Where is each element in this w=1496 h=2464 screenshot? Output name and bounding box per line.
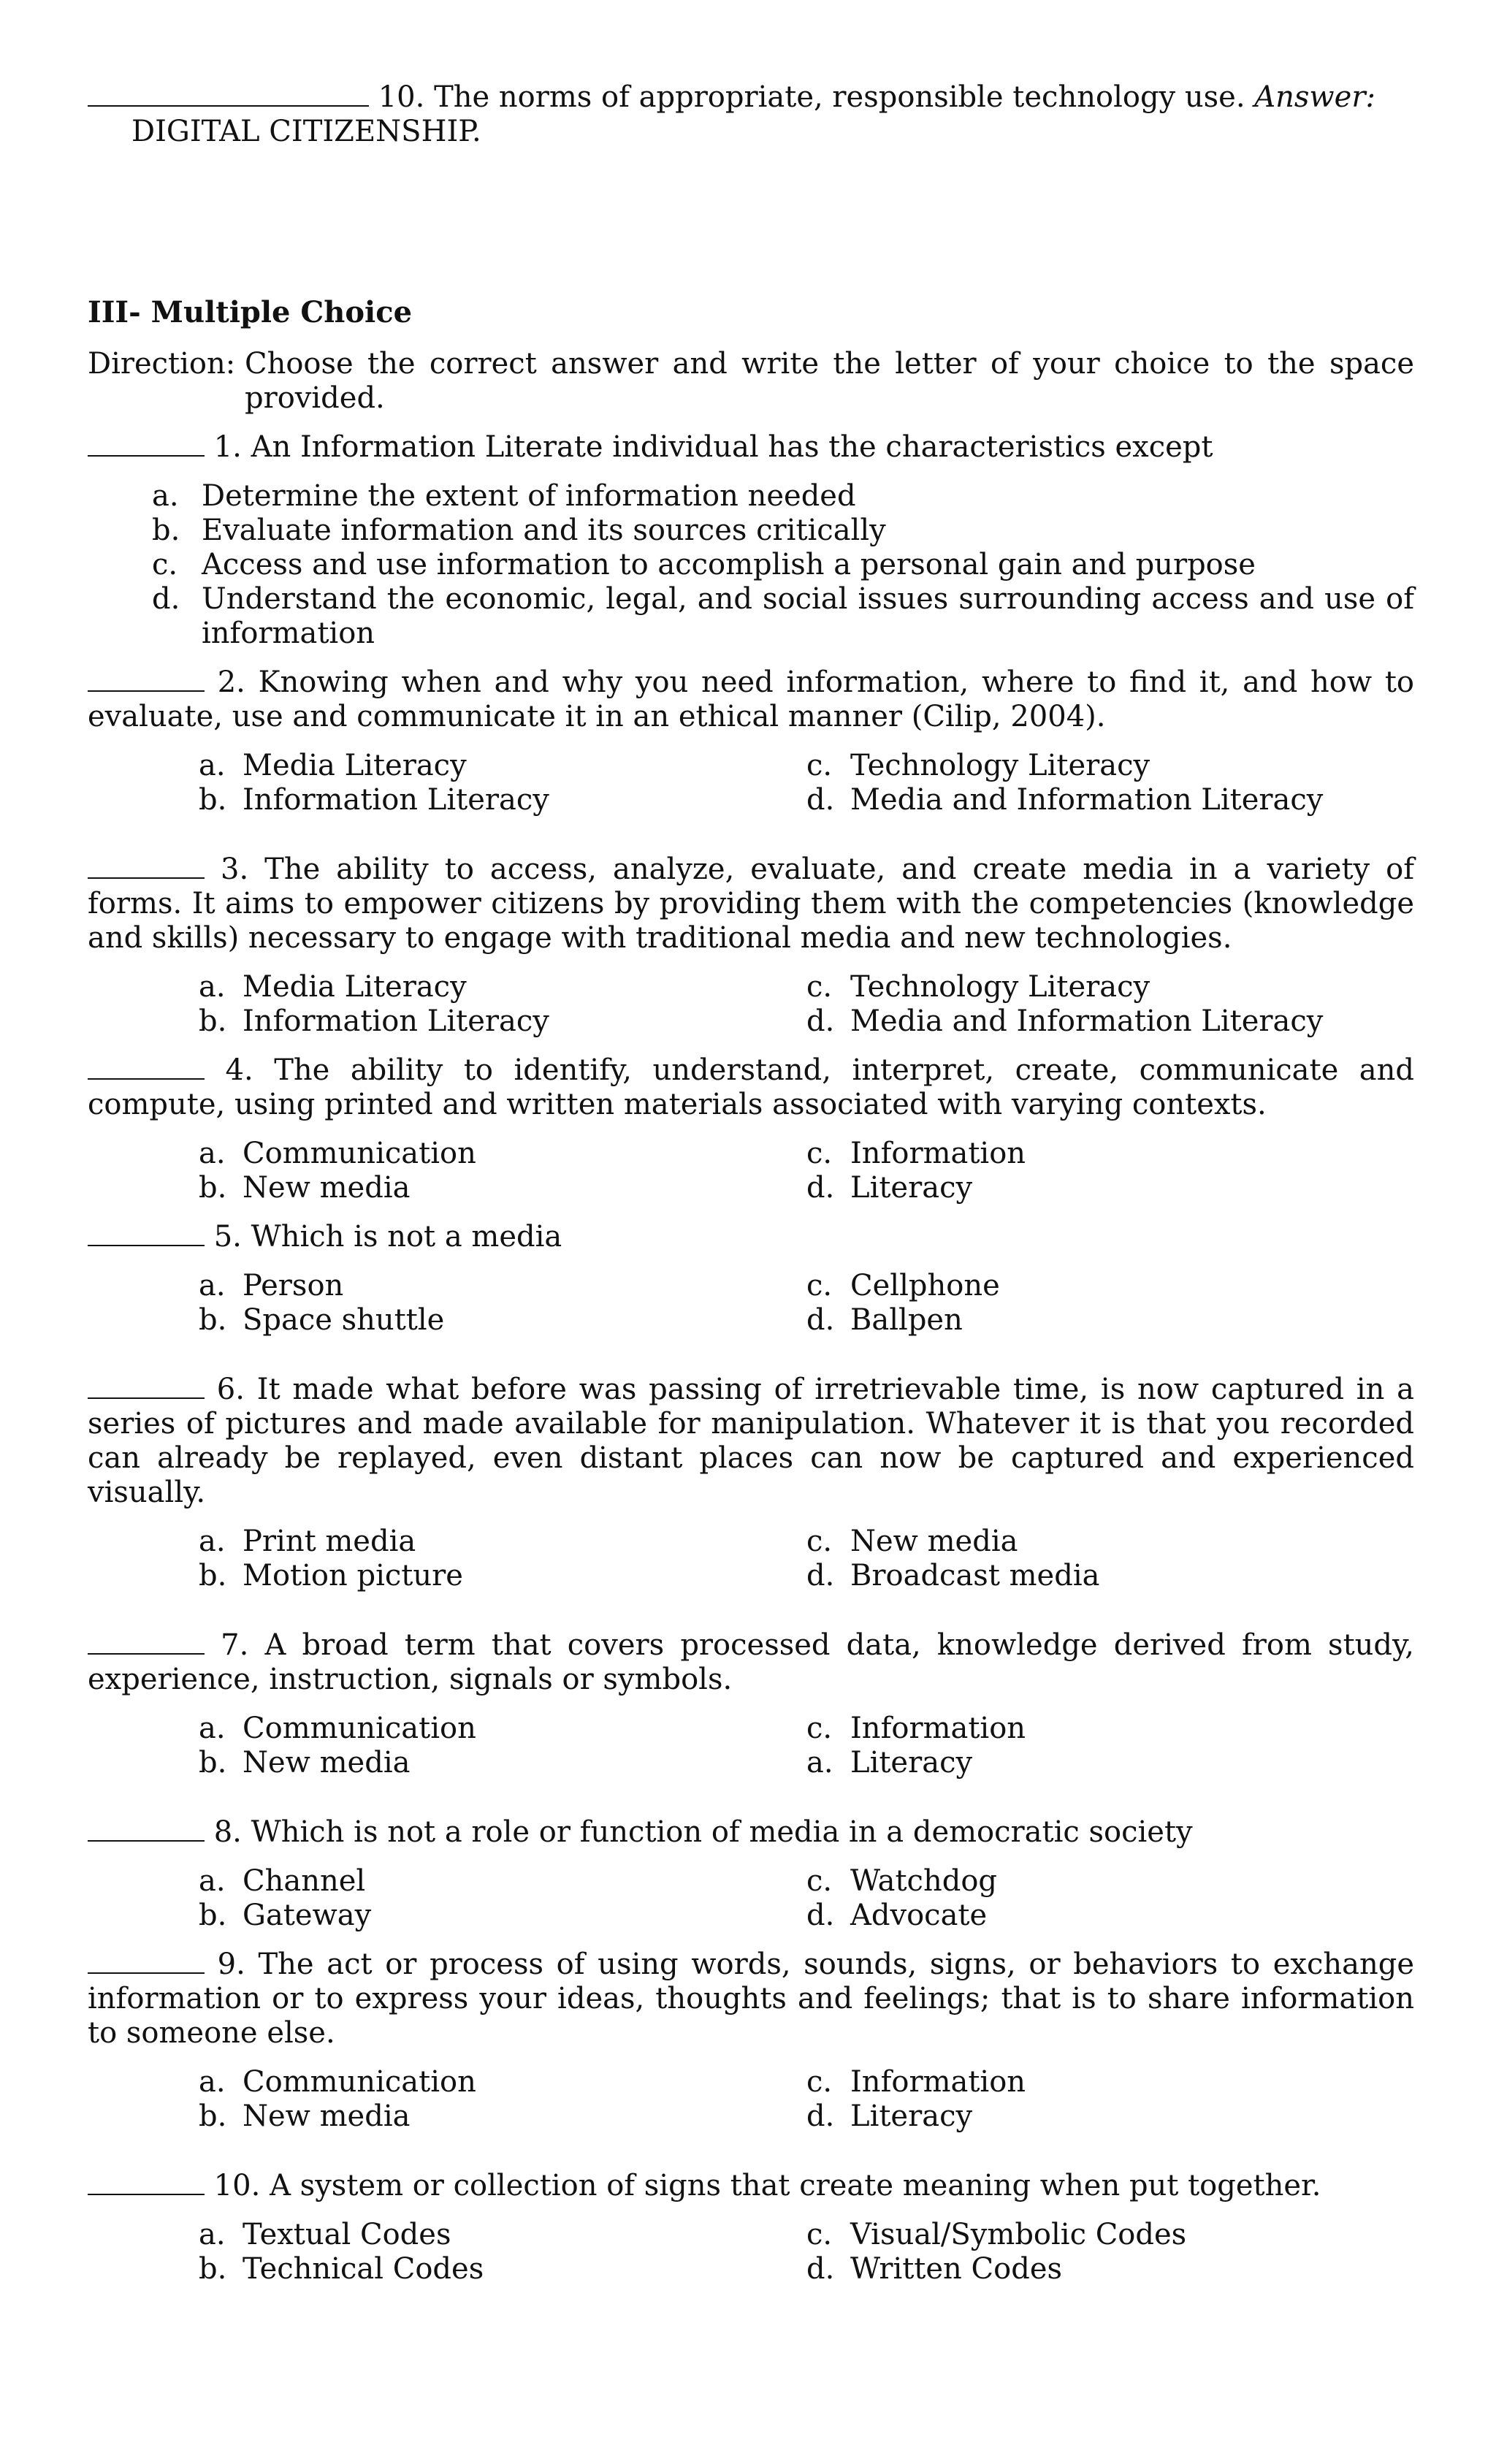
direction-text: Choose the correct answer and write the letter of your choice to the space provided. [244, 347, 1414, 415]
choice [88, 548, 1414, 582]
question-number: 4. [225, 1053, 253, 1087]
answer-blank[interactable] [88, 2193, 205, 2195]
choice [199, 970, 806, 1004]
choice-letter: b. [199, 2099, 227, 2133]
choice-text: Media Literacy [243, 970, 467, 1004]
choice-letter: b. [199, 2252, 227, 2286]
choice-text: Gateway [243, 1899, 372, 1932]
choice-letter: c. [806, 1269, 833, 1302]
choices-grid [88, 2065, 1414, 2134]
choice [199, 783, 806, 817]
choice [199, 1559, 806, 1593]
choice-text: Technical Codes [243, 2252, 484, 2286]
choice-letter: a. [199, 749, 226, 782]
question-5 [88, 1220, 1414, 1338]
choice-text: Written Codes [850, 2252, 1063, 2286]
choice [806, 749, 1464, 783]
choice-text: Evaluate information and its sources critically [202, 514, 886, 547]
question-10 [88, 2169, 1414, 2286]
question-number: 5. [213, 1220, 242, 1254]
choice-text: Textual Codes [243, 2218, 451, 2251]
question-7 [88, 1628, 1414, 1780]
choice-text: Literacy [850, 2099, 973, 2133]
question-text: It made what before was passing of irretrievable time, is now captured in a series of pictures and made available for manipulation. Whatever it is that you recorded can already be replayed, even distant places can now be captured and experienced visually. [88, 1373, 1414, 1509]
choice-letter: d. [806, 2252, 835, 2286]
choice-letter: d. [806, 1559, 835, 1593]
answer-blank[interactable] [88, 454, 205, 457]
choice-text: Print media [243, 1525, 416, 1558]
section-title: III- Multiple Choice [88, 295, 413, 329]
choice-letter: a. [199, 1269, 226, 1302]
choice-text: Communication [243, 1712, 476, 1745]
question-text: A system or collection of signs that create meaning when put together. [270, 2169, 1321, 2202]
item-text: The norms of appropriate, responsible technology use. [434, 80, 1245, 114]
choice-text: Determine the extent of information needed [202, 479, 856, 513]
question-6 [88, 1373, 1414, 1593]
choice-text: Information [850, 2065, 1026, 2099]
choice-text: Motion picture [243, 1559, 463, 1593]
question-number: 1. [213, 430, 242, 464]
choices-list [88, 479, 1414, 651]
question-2 [88, 665, 1414, 817]
choice [806, 783, 1464, 817]
choice [806, 1864, 1464, 1899]
choice-text: New media [243, 1171, 411, 1205]
choice-letter: d. [806, 1004, 835, 1038]
choice-letter: d. [806, 2099, 835, 2133]
choice [199, 1746, 806, 1780]
choices-grid [88, 749, 1414, 817]
choice [88, 514, 1414, 548]
choice [88, 479, 1414, 514]
question-number: 8. [213, 1815, 242, 1849]
choice [806, 1171, 1464, 1205]
choice [199, 1171, 806, 1205]
choice-letter: a. [199, 2065, 226, 2099]
choice-text: Media Literacy [243, 749, 467, 782]
choice [806, 1712, 1464, 1746]
choice-text: Technology Literacy [850, 749, 1150, 782]
choice [199, 1899, 806, 1933]
choices-grid [88, 1269, 1414, 1338]
choice-letter: a. [806, 1746, 833, 1780]
choice [199, 1004, 806, 1039]
choice-text: Media and Information Literacy [850, 1004, 1324, 1038]
answer-value: DIGITAL CITIZENSHIP. [131, 115, 481, 148]
choice-letter: d. [152, 582, 180, 616]
choice-text: Space shuttle [243, 1303, 445, 1337]
choice-letter: a. [199, 1525, 226, 1558]
question-number: 7. [221, 1628, 249, 1662]
answer-blank[interactable] [88, 1077, 205, 1080]
choice-text: Broadcast media [850, 1559, 1100, 1593]
choice-letter: b. [152, 514, 180, 547]
answer-blank[interactable] [88, 1397, 205, 1399]
choice-letter: c. [806, 1864, 833, 1898]
choice-letter: c. [806, 1137, 833, 1170]
choice-text: Access and use information to accomplish a personal gain and purpose [202, 548, 1256, 581]
question-text: Which is not a media [251, 1220, 562, 1254]
question-1 [88, 430, 1414, 651]
choice-letter: c. [806, 1712, 833, 1745]
question-number: 10. [213, 2169, 261, 2202]
choice-letter: a. [199, 970, 226, 1004]
choice [806, 2218, 1464, 2252]
choice [199, 1525, 806, 1559]
choice-letter: c. [806, 2218, 833, 2251]
choice-text: Literacy [850, 1746, 973, 1780]
choice-text: Information [850, 1137, 1026, 1170]
direction [88, 347, 1414, 416]
choice-letter: c. [806, 749, 833, 782]
question-text: The ability to access, analyze, evaluate, and create media in a variety of forms. It aims to empower citizens by providing them with the competencies (knowledge and skills) necessary to engage with traditional media and new technologies. [88, 853, 1415, 955]
question-text: Which is not a role or function of media in a democratic society [251, 1815, 1193, 1849]
choice [199, 1712, 806, 1746]
choice-letter: a. [199, 1864, 226, 1898]
question-text: A broad term that covers processed data, knowledge derived from study, experience, instruction, signals or symbols. [88, 1628, 1415, 1696]
question-8 [88, 1815, 1414, 1933]
choice [199, 2218, 806, 2252]
choice-text: Person [243, 1269, 344, 1302]
choice-text: Information [850, 1712, 1026, 1745]
question-number: 6. [216, 1373, 245, 1406]
choice [88, 582, 1414, 651]
choice [806, 2099, 1464, 2134]
choice-text: New media [850, 1525, 1018, 1558]
choice-letter: b. [199, 1746, 227, 1780]
choice [806, 970, 1464, 1004]
choice-letter: c. [806, 2065, 833, 2099]
choice-text: New media [243, 2099, 411, 2133]
choice [199, 1269, 806, 1303]
choice [806, 1559, 1464, 1593]
choice-letter: c. [152, 548, 178, 581]
choice-text: Channel [243, 1864, 366, 1898]
choice-text: Communication [243, 2065, 476, 2099]
question-text: The act or process of using words, sounds, signs, or behaviors to exchange information or to express your ideas, thoughts and feelings; that is to share information to someone else. [88, 1948, 1415, 2050]
question-4 [88, 1053, 1414, 1205]
choices-grid [88, 1137, 1414, 1205]
choice-letter: a. [199, 1137, 226, 1170]
choice [806, 1137, 1464, 1171]
answer-blank[interactable] [88, 104, 369, 107]
choice-text: Visual/Symbolic Codes [850, 2218, 1187, 2251]
choice [806, 1525, 1464, 1559]
choice-letter: b. [199, 1559, 227, 1593]
choice-letter: b. [199, 1899, 227, 1932]
answer-label: Answer: [1254, 80, 1375, 114]
answer-blank[interactable] [88, 1972, 205, 1974]
choice-letter: b. [199, 1004, 227, 1038]
choices-grid [88, 1712, 1414, 1780]
answer-blank[interactable] [88, 690, 205, 692]
choice [199, 1137, 806, 1171]
question-number: 2. [217, 665, 245, 699]
choice [199, 1864, 806, 1899]
choices-grid [88, 970, 1414, 1039]
choice-text: Watchdog [850, 1864, 998, 1898]
choice-letter: c. [806, 1525, 833, 1558]
choice-letter: d. [806, 1899, 835, 1932]
choice [806, 1303, 1464, 1338]
choice-letter: a. [152, 479, 179, 513]
choice-text: Technology Literacy [850, 970, 1150, 1004]
answer-blank[interactable] [88, 1839, 205, 1842]
item-number: 10. [378, 80, 425, 114]
choice-letter: a. [199, 2218, 226, 2251]
worksheet-page [88, 80, 1414, 2286]
choice [199, 1303, 806, 1338]
choice-letter: d. [806, 1171, 835, 1205]
question-9 [88, 1948, 1414, 2134]
choice-text: Information Literacy [243, 1004, 549, 1038]
choice-text: New media [243, 1746, 411, 1780]
identification-item-10 [88, 80, 1414, 149]
choice-letter: d. [806, 1303, 835, 1337]
choice [806, 2252, 1464, 2286]
choice [806, 2065, 1464, 2099]
choice-letter: b. [199, 783, 227, 817]
choice-letter: a. [199, 1712, 226, 1745]
choice-text: Cellphone [850, 1269, 1000, 1302]
choices-grid [88, 1525, 1414, 1593]
choice [806, 1269, 1464, 1303]
choice-text: Communication [243, 1137, 476, 1170]
choice-text: Information Literacy [243, 783, 549, 817]
choice-letter: c. [806, 970, 833, 1004]
direction-label: Direction: [88, 347, 236, 381]
choice [199, 749, 806, 783]
choice [199, 2099, 806, 2134]
choice-text: Media and Information Literacy [850, 783, 1324, 817]
choice-letter: b. [199, 1303, 227, 1337]
choice [806, 1899, 1464, 1933]
choice-text: Advocate [850, 1899, 988, 1932]
choice [199, 2252, 806, 2286]
choice-letter: d. [806, 783, 835, 817]
question-text: An Information Literate individual has the characteristics except [251, 430, 1213, 464]
choice-text: Ballpen [850, 1303, 963, 1337]
choice [806, 1004, 1464, 1039]
choice-text: Understand the economic, legal, and social issues surrounding access and use of information [202, 582, 1414, 650]
choice-letter: b. [199, 1171, 227, 1205]
choice [199, 2065, 806, 2099]
question-text: The ability to identify, understand, interpret, create, communicate and compute, using printed and written materials associated with varying contexts. [88, 1053, 1414, 1121]
answer-blank[interactable] [88, 1652, 205, 1655]
choices-grid [88, 1864, 1414, 1933]
question-3 [88, 853, 1414, 1039]
answer-blank[interactable] [88, 877, 205, 879]
question-number: 9. [217, 1948, 245, 1981]
question-text: Knowing when and why you need information, where to find it, and how to evaluate, use and communicate it in an ethical manner (Cilip, 2004). [88, 665, 1415, 733]
question-number: 3. [221, 853, 249, 886]
choice [806, 1746, 1464, 1780]
choices-grid [88, 2218, 1414, 2286]
choice-text: Literacy [850, 1171, 973, 1205]
answer-blank[interactable] [88, 1244, 205, 1246]
